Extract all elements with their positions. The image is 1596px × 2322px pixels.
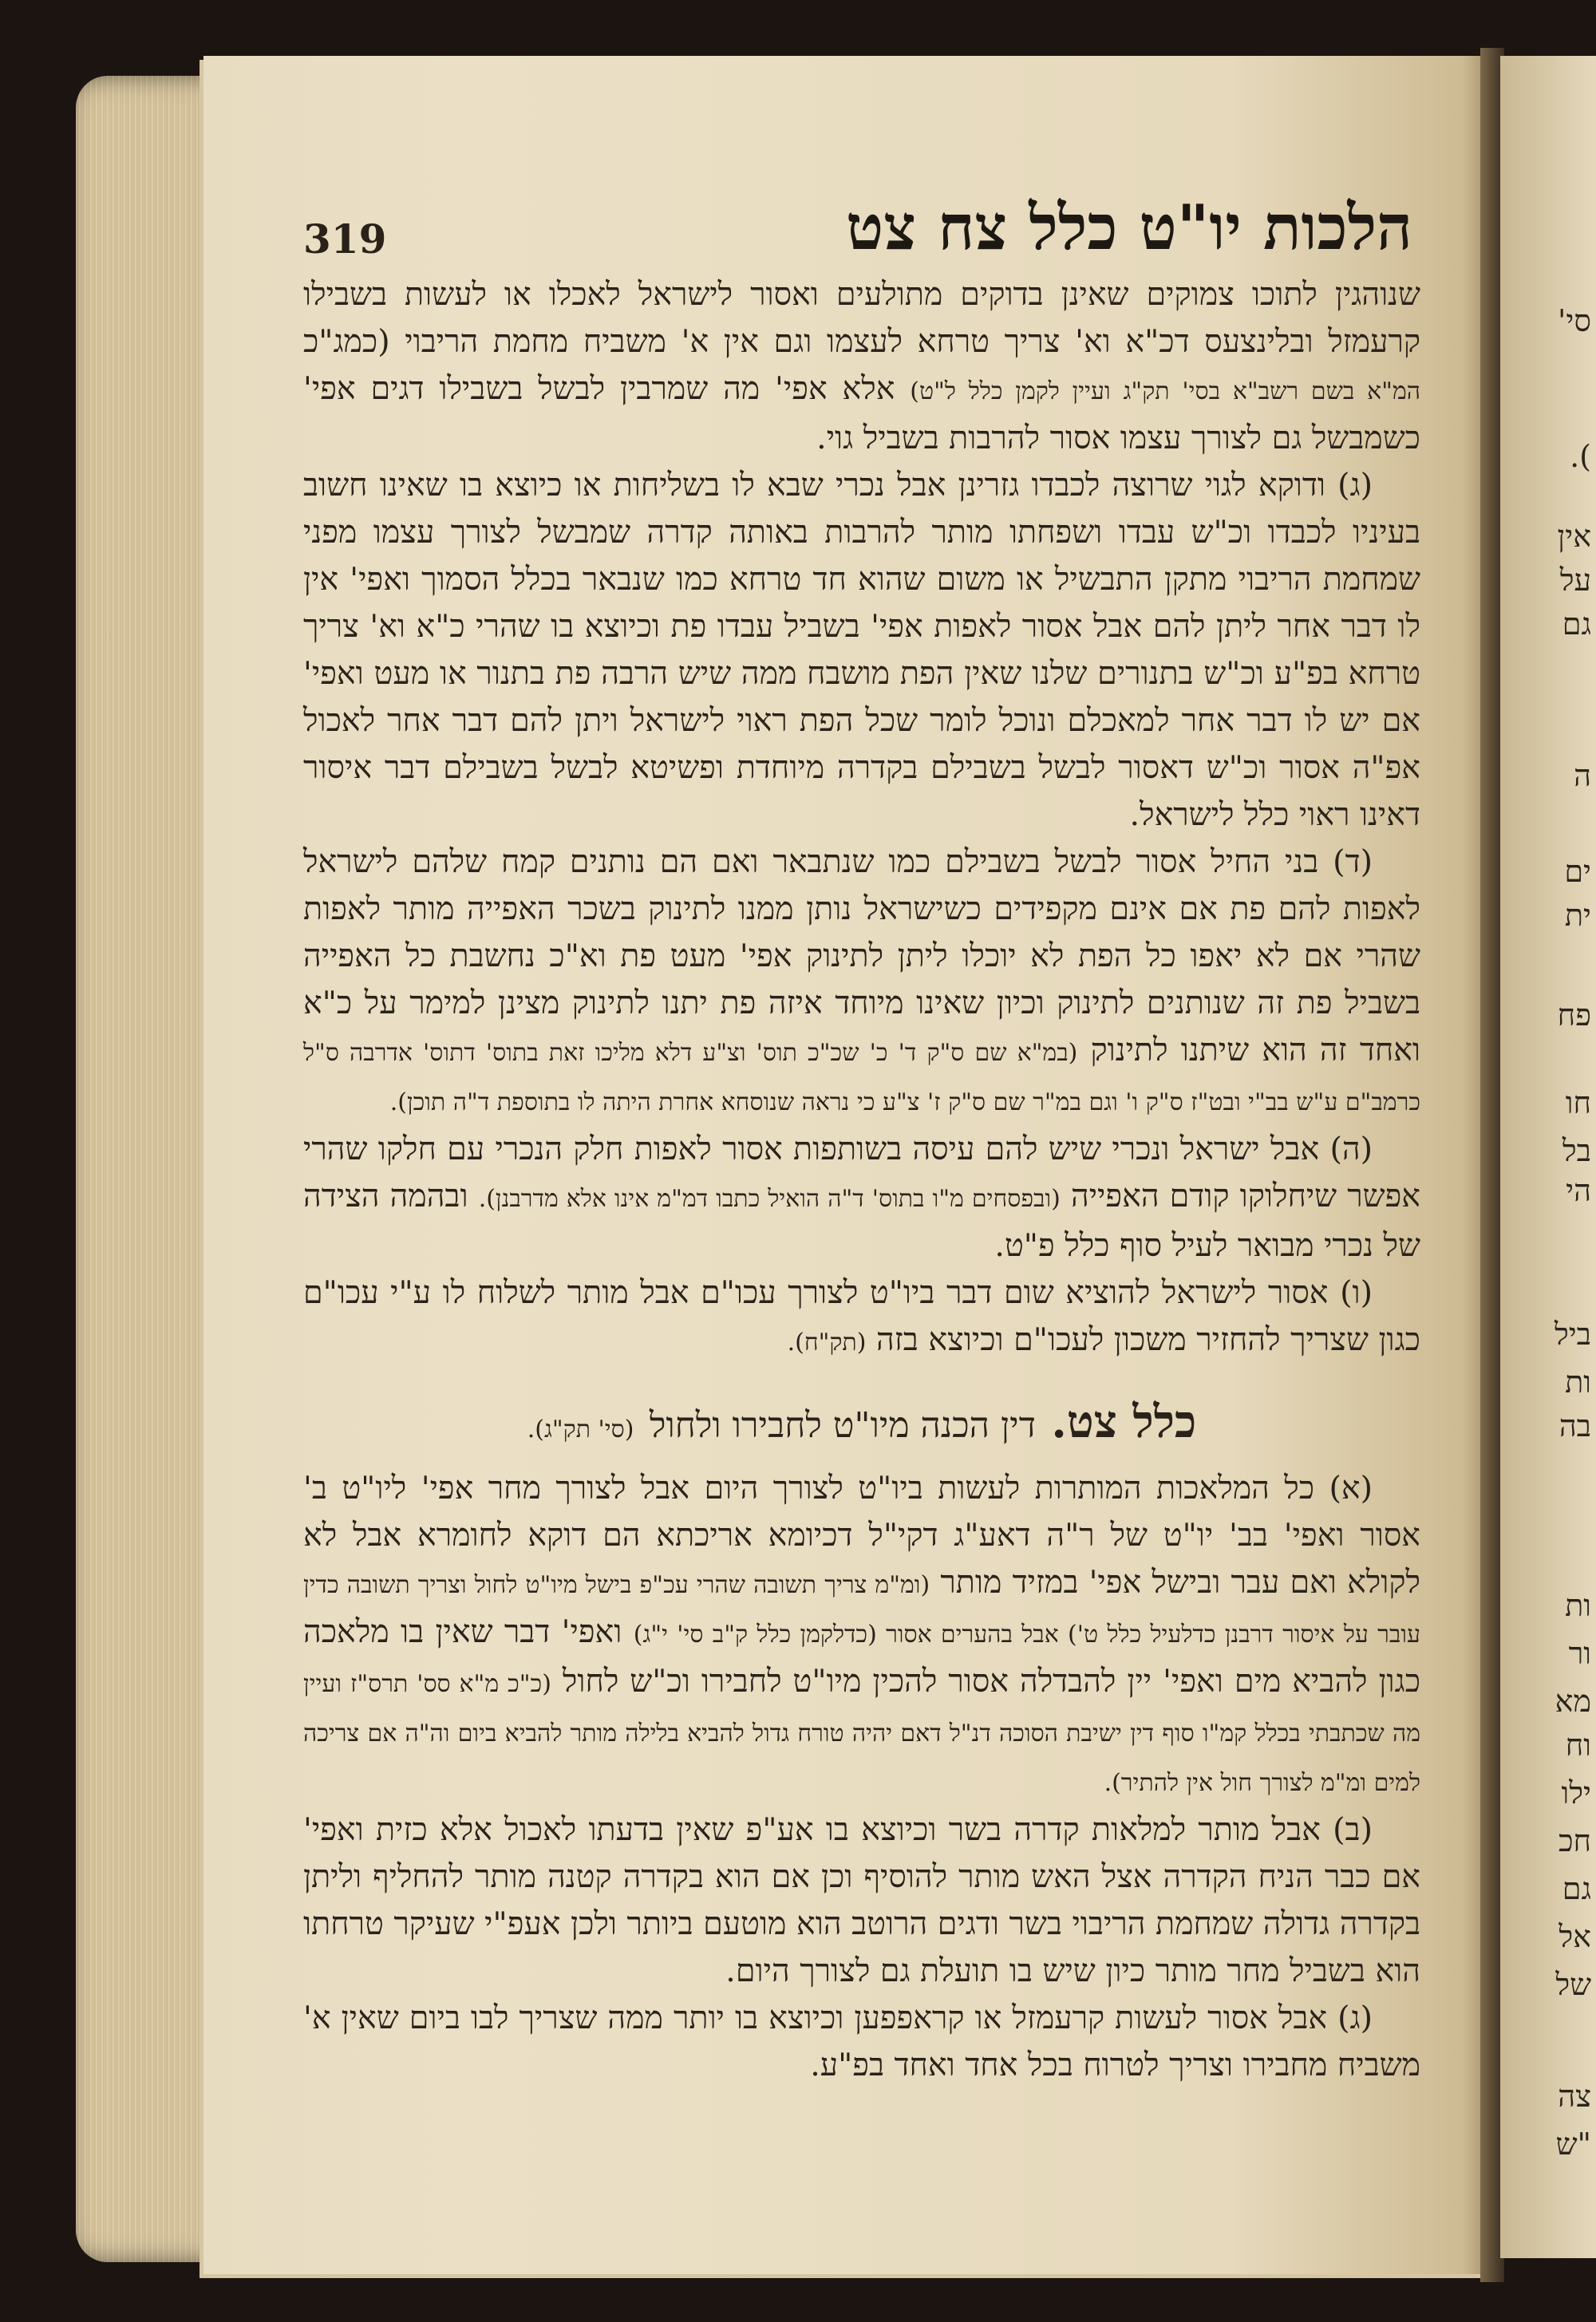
paragraph-note: המ"א בשם רשב"א בסי' תק"ג ועיין לקמן כלל ל"ט) xyxy=(910,377,1420,405)
paragraph xyxy=(303,1995,1420,2089)
paragraph xyxy=(303,1126,1420,1270)
right-page-fragment: חכ xyxy=(1558,1823,1591,1858)
paragraph xyxy=(303,1465,1420,1807)
paragraph-note: (ובפסחים מ"ו בתוס' ד"ה הואיל כתבו דמ"מ אינו אלא מדרבנן). xyxy=(478,1185,1061,1213)
paragraph-text: (ה) אבל ישראל ונכרי שיש להם עיסה בשותפות אסור לאפות חלק הנכרי עם חלקו שהרי אפשר שיחלוקו קודם האפייה xyxy=(303,1131,1420,1214)
right-page-fragment: גם xyxy=(1562,606,1591,642)
chapter-title: דין הכנה מיו"ט לחבירו ולחול xyxy=(649,1405,1036,1446)
paragraph-text: ואפי' דבר שאין בו מלאכה כגון להביא מים ואפי' יין להבדלה אסור להכין מיו"ט לחבירו וכ"ש לחול xyxy=(303,1613,1421,1700)
right-page-fragment: חו xyxy=(1565,1085,1591,1120)
right-page-fragment: פח xyxy=(1557,997,1591,1033)
right-page-fragment: בל xyxy=(1562,1133,1591,1168)
chapter-source: (סי' תק"ג). xyxy=(527,1416,634,1443)
paragraph-note: (תק"ח). xyxy=(787,1329,867,1356)
right-page-fragment: אין xyxy=(1557,519,1591,554)
right-page-fragment: בה xyxy=(1558,1408,1591,1443)
right-page-fragment: ). xyxy=(1570,439,1591,474)
right-page-fragment: ה xyxy=(1574,758,1591,793)
paragraph-text: (ו) אסור לישראל להוציא שום דבר ביו"ט לצורך עכו"ם אבל מותר לשלוח לו ע"י עכו"ם כגון שצריך להחזיר משכון לעכו"ם וכיוצא בזה xyxy=(303,1274,1420,1358)
paragraph-text: (ד) בני החיל אסור לבשל בשבילם כמו שנתבאר ואם הם נותנים קמח שלהם לישראל לאפות להם פת אם אינם מקפידים כשישראל נותן ממנו לתינוק בשכר האפייה מותר לאפות שהרי אם לא יאפו כל הפת לא יוכלו ליתן לתינוק אפי' מעט פת וא"כ נחשבת כל האפייה בשביל פת זה שנותנים לתינוק וכיון שאינו מיוחד איזה פת יתנו לתינוק מצינן למימר על כ"א ואחד זה הוא שיתנו לתינוק xyxy=(303,843,1421,1068)
paragraph xyxy=(303,1270,1420,1366)
right-page-fragment: של xyxy=(1555,1967,1591,2002)
right-page-edge xyxy=(1500,56,1596,2258)
right-page-fragment: ילו xyxy=(1561,1775,1591,1811)
paragraph-text: אלא אפי' מה שמרבין לבשל בשבילו דגים אפי' כשמבשל גם לצורך עצמו אסור להרבות בשביל גוי. xyxy=(303,370,1420,456)
paragraph-note: (במ"א שם ס"ק ד' כ' שכ"כ תוס' וצ"ע דלא מליכו זאת בתוס' דתוס' אדרבה ס"ל כרמב"ם ע"ש בב"י ובט"ז ס"ק ו' וגם במ"ר שם ס"ק ז' צ"ע כי נראה שנוסחא אחרת היתה לו בתוספת ד"ה תוכן). xyxy=(303,1039,1420,1116)
chapter-heading xyxy=(303,1390,1420,1462)
right-page-fragment: ות xyxy=(1565,1588,1591,1623)
right-page-fragment: ביל xyxy=(1554,1317,1591,1352)
paragraph-text: (ג) ודוקא לגוי שרוצה לכבדו גזרינן אבל נכרי שבא לו בשליחות או כיוצא בו שאינו חשוב בעיניו לכבדו וכ"ש עבדו ושפחתו מותר להרבות באותה קדרה שמבשל לצורך עצמו מפני שמחמת הריבוי מתקן התבשיל או משום שהוא חד טרחא כמו שנבאר בכלל הסמוך ואפי' אין לו דבר אחר ליתן להם אבל אסור לאפות אפי' בשביל עבדו פת וכיוצא בו שהרי כ"א וא' צריך טרחא בפ"ע וכ"ש בתנורים שלנו שאין הפת מושבח ממה שיש הרבה פת בתנור או מעט ואפי' אם יש לו דבר אחר למאכלם ונוכל לומר שכל הפת ראוי לישראל ויתן להם דבר אחר לאכול אפ"ה אסור וכ"ש דאסור לבשל בשבילם בקדרה מיוחדת ופשיטא לבשל בשבילם דבר איסור דאינו ראוי כלל לישראל. xyxy=(303,467,1420,833)
right-page-fragment: אל xyxy=(1558,1919,1591,1954)
page-number: 319 xyxy=(303,215,387,263)
paragraph-note: (כ"כ מ"א סס' תרס"ז ועיין מה שכתבתי בכלל קמ"ו סוף דין ישיבת הסוכה דנ"ל דאם יהיה טורח גדול להביא בלילה מותר להביא ביום וה"ה אם צריכה למים ומ"מ לצורך חול אין להתיר). xyxy=(303,1670,1420,1797)
right-page-fragment: ור xyxy=(1568,1636,1591,1671)
paragraph-text: ובהמה הצידה של נכרי מבואר לעיל סוף כלל פ"ט. xyxy=(303,1178,1420,1264)
right-page-fragment: "ש xyxy=(1555,2127,1591,2162)
right-page-fragment: צה xyxy=(1558,2079,1591,2114)
body-text xyxy=(303,271,1420,2089)
right-page-fragment: וח xyxy=(1565,1728,1591,1763)
right-page-fragment: סי' xyxy=(1557,303,1591,338)
paragraph-text: שנוהגין לתוכו צמוקים שאינן בדוקים מתולעים ואסור לישראל לאכלו או לעשות בשבילו קרעמזל ובלינצעס דכ"א וא' צריך טרחא לעצמו וגם אין א' משביח מחמת הריבוי (כמג"כ xyxy=(303,276,1420,360)
paragraph-text: (א) כל המלאכות המותרות לעשות ביו"ט לצורך היום אבל לצורך מחר אפי' ליו"ט ב' אסור ואפי' בב' יו"ט של ר"ה דאע"ג דקי"ל דכיומא אריכתא הם דוקא לחומרא אבל לא לקולא ואם עבר ובישל אפי' במזיד מותר xyxy=(303,1470,1420,1601)
paragraph xyxy=(303,462,1420,839)
right-page-fragment: מא xyxy=(1555,1684,1591,1719)
right-page-fragment: ים xyxy=(1564,854,1591,889)
paragraph-text: (ג) אבל אסור לעשות קרעמזל או קראפפען וכיוצא בו יותר ממה שצריך לבו ביום שאין א' משביח מחבירו וצריך לטרוח בכל אחד ואחד בפ"ע. xyxy=(303,2000,1420,2083)
paragraph xyxy=(303,1807,1420,1995)
right-page-fragment: ית xyxy=(1564,898,1591,933)
running-head: הלכות יו"ט כלל צח צט xyxy=(846,192,1412,264)
paragraph-text: (ב) אבל מותר למלאות קדרה בשר וכיוצא בו אע"פ שאין בדעתו לאכול אלא כזית ואפי' אם כבר הניח הקדרה אצל האש מותר להוסיף וכן אם הוא בקדרה קטנה מותר להחליף וליתן בקדרה גדולה שמחמת הריבוי בשר ודגים הרוטב הוא מוטעם ביותר ולכן אעפ"י שעיקר טרחתו הוא בשביל מחר מותר כיון שיש בו תועלת גם לצורך היום. xyxy=(303,1811,1420,1989)
chapter-number: כלל צט. xyxy=(1051,1396,1197,1448)
paragraph-note: (ומ"מ צריך תשובה שהרי עכ"פ בישל מיו"ט לחול וצריך תשובה כדין עובר על איסור דרבנן כדלעיל כלל ט') אבל בהערים אסור (כדלקמן כלל ק"ב סי' י"ג) xyxy=(303,1571,1420,1649)
paragraph xyxy=(303,271,1420,462)
right-page-fragment: על xyxy=(1559,563,1591,598)
right-page-fragment: הי xyxy=(1566,1173,1591,1208)
right-page-fragment: ות xyxy=(1565,1364,1591,1400)
paragraph xyxy=(303,839,1420,1126)
right-page-fragment: גם xyxy=(1562,1871,1591,1906)
